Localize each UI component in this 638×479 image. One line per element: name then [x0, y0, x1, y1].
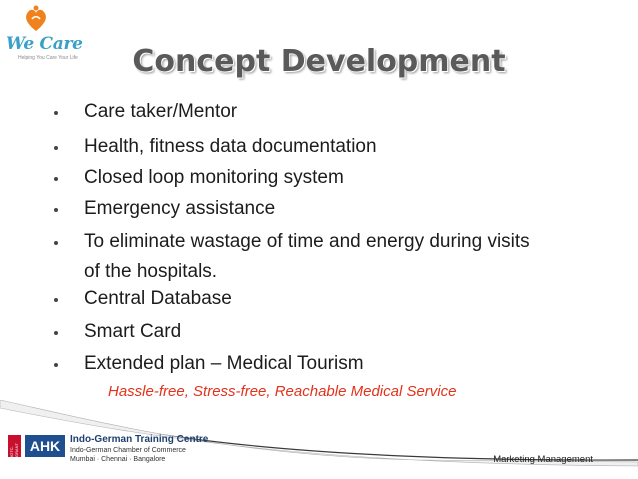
logo-name: We Care	[6, 34, 83, 54]
igtc-mark	[8, 435, 21, 457]
footer-course-label: Marketing Management	[493, 454, 593, 465]
ahk-logo: AHK	[25, 435, 65, 457]
bullet-text: To eliminate wastage of time and energy during visits	[84, 231, 530, 252]
bullet-dot-icon	[54, 298, 58, 302]
bullet-text: Health, fitness data documentation	[84, 136, 377, 157]
bullet-text: Closed loop monitoring system	[84, 167, 344, 188]
slide-title: Concept Development	[132, 44, 506, 79]
org-name: Indo-German Training Centre	[70, 434, 209, 445]
bullet-dot-icon	[54, 111, 58, 115]
bullet-dot-icon	[54, 208, 58, 212]
bullet-text: Extended plan – Medical Tourism	[84, 353, 364, 374]
bullet-text: Central Database	[84, 288, 232, 309]
org-cities: Mumbai · Chennai · Bangalore	[70, 456, 166, 463]
bullet-text: Smart Card	[84, 321, 182, 342]
igtc-mark-text: IGTC-GRANT	[9, 443, 19, 457]
bullet-continuation: of the hospitals.	[84, 261, 218, 282]
bullet-dot-icon	[54, 241, 58, 245]
bullet-dot-icon	[54, 331, 58, 335]
logo-tagline: Helping You Care Your Life	[18, 55, 78, 61]
bullet-dot-icon	[54, 146, 58, 150]
bullet-text: Care taker/Mentor	[84, 101, 238, 122]
bullet-text: Emergency assistance	[84, 198, 276, 219]
tagline-subline: Hassle-free, Stress-free, Reachable Medical Service	[108, 383, 457, 400]
igtc-logo	[8, 431, 238, 471]
bullet-dot-icon	[54, 177, 58, 181]
heart-hand-icon	[22, 4, 50, 34]
org-subtitle: Indo-German Chamber of Commerce	[70, 447, 186, 454]
bullet-dot-icon	[54, 363, 58, 367]
